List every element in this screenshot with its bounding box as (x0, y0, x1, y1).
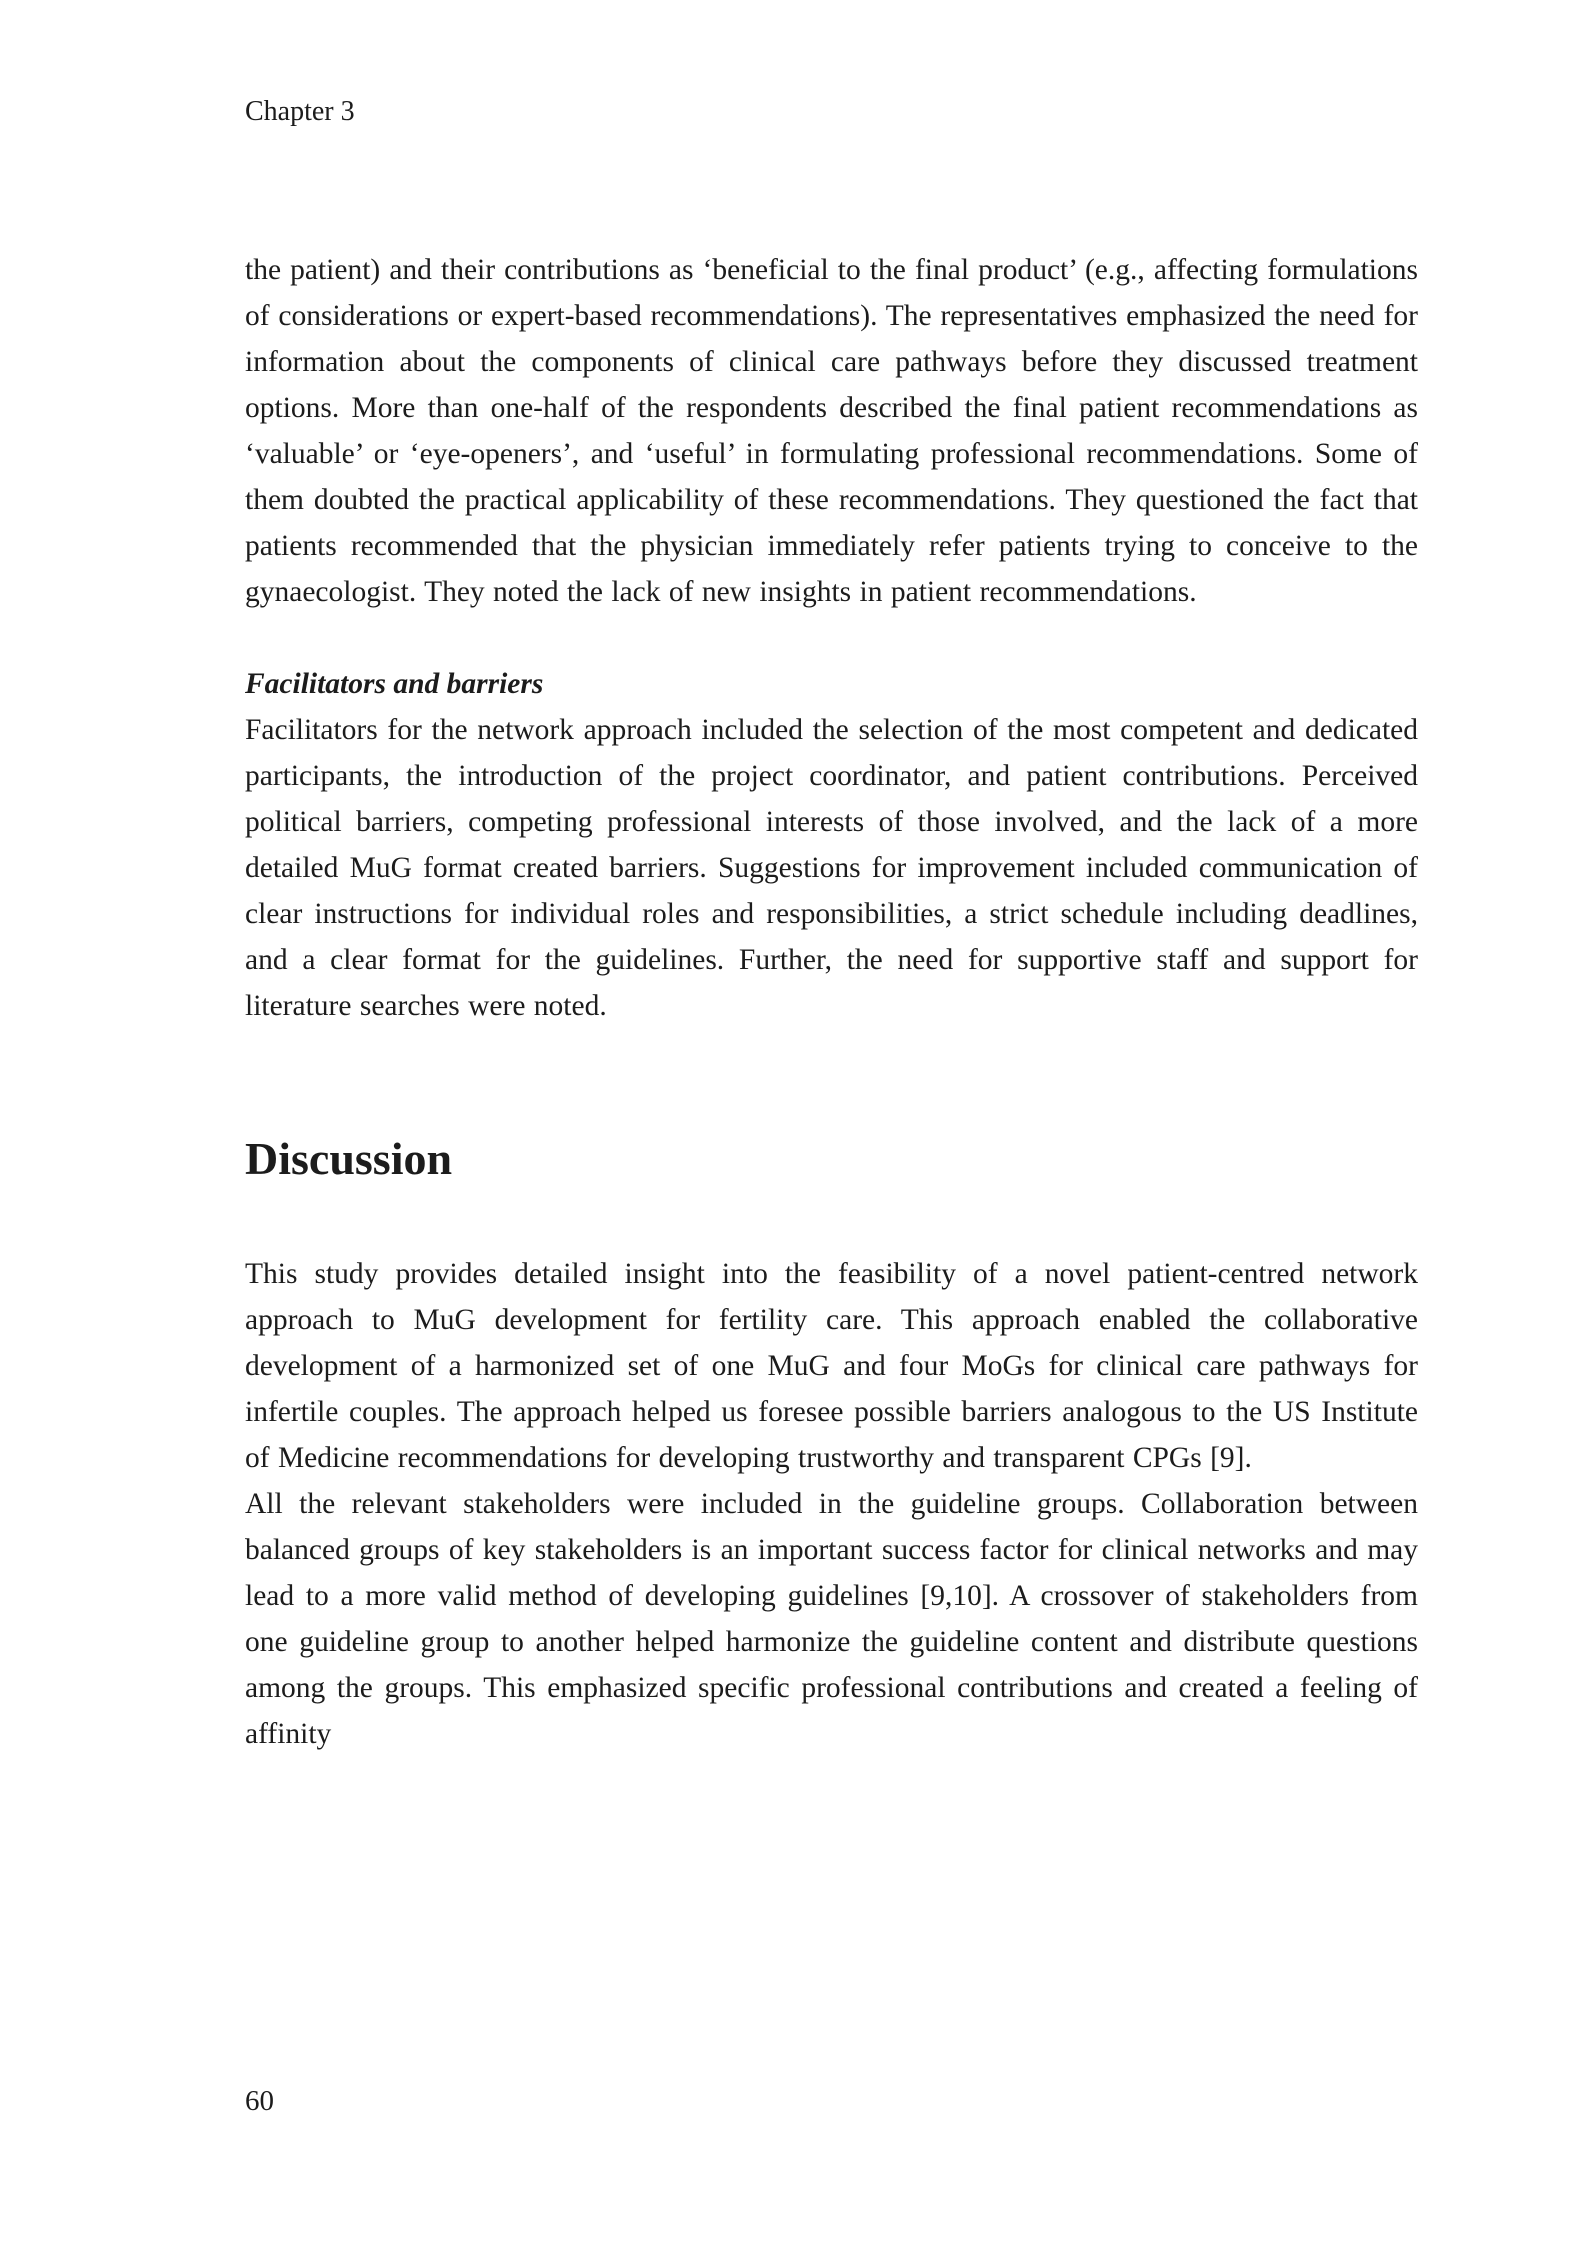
page-number: 60 (245, 2085, 274, 2117)
paragraph-discussion-2: All the relevant stakeholders were included in the guideline groups. Collaboration between balanced groups of key stakeholders is an important success factor for clinical networks and may lead to a more valid method of developing guidelines [9,10]. A crossover of stakeholders from one guideline group to another helped harmonize the guideline content and distribute questions among the groups. This emphasized specific professional contributions and created a feeling of affinity (245, 1488, 1418, 1750)
paragraph-continuation: the patient) and their contributions as ‘beneficial to the final product’ (e.g., affecting formulations of considerations or expert-based recommendations). The representatives emphasized the need for information about the components of clinical care pathways before they discussed treatment options. More than one-half of the respondents described the final patient recommendations as ‘valuable’ or ‘eye-openers’, and ‘useful’ in formulating professional recommendations. Some of them doubted the practical applicability of these recommendations. They questioned the fact that patients recommended that the physician immediately refer patients trying to conceive to the gynaecologist. They noted the lack of new insights in patient recommendations. (245, 254, 1418, 608)
running-head: Chapter 3 (245, 96, 355, 127)
paragraph-facilitators: Facilitators for the network approach included the selection of the most competent and dedicated participants, the introduction of the project coordinator, and patient contributions. Perceived political barriers, competing professional interests of those involved, and the lack of a more detailed MuG format created barriers. Suggestions for improvement included communication of clear instructions for individual roles and responsibilities, a strict schedule including deadlines, and a clear format for the guidelines. Further, the need for supportive staff and support for literature searches were noted. (245, 714, 1418, 1022)
subsection-heading: Facilitators and barriers (245, 668, 544, 700)
paragraph-discussion-1: This study provides detailed insight into the feasibility of a novel patient-centred network approach to MuG development for fertility care. This approach enabled the collaborative development of a harmonized set of one MuG and four MoGs for clinical care pathways for infertile couples. The approach helped us foresee possible barriers analogous to the US Institute of Medicine recommendations for developing trustworthy and transparent CPGs [9]. (245, 1258, 1418, 1474)
page-body (245, 247, 1418, 1757)
section-heading-discussion: Discussion (245, 1133, 453, 1184)
